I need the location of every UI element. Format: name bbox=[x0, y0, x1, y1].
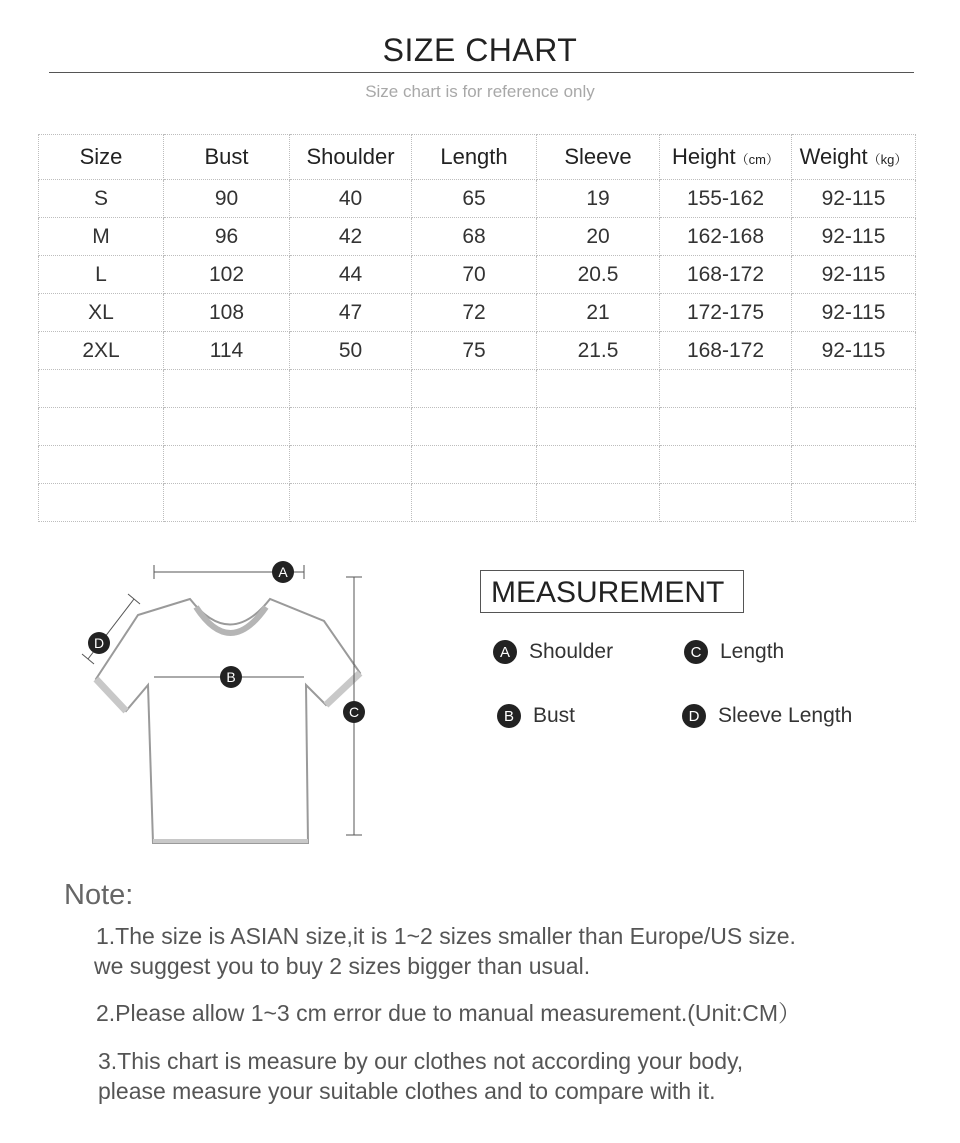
marker-a bbox=[272, 561, 294, 583]
table-cell bbox=[792, 370, 916, 408]
table-cell bbox=[537, 484, 660, 522]
table-row bbox=[39, 408, 916, 446]
table-cell: 50 bbox=[290, 332, 412, 370]
badge-b: B bbox=[497, 704, 521, 728]
table-cell bbox=[412, 408, 537, 446]
legend-item-bust bbox=[497, 704, 575, 728]
table-cell: 168-172 bbox=[660, 256, 792, 294]
note-2: 2.Please allow 1~3 cm error due to manual measurement.(Unit:CM） bbox=[96, 1000, 801, 1026]
note-1 bbox=[96, 921, 796, 981]
table-row bbox=[39, 218, 916, 256]
legend-label-sleeve-length: Sleeve Length bbox=[718, 704, 853, 727]
size-table bbox=[38, 134, 916, 522]
header-length: Length bbox=[412, 135, 537, 180]
legend-item-shoulder bbox=[493, 640, 613, 664]
table-row bbox=[39, 180, 916, 218]
table-row bbox=[39, 294, 916, 332]
legend-item-length bbox=[684, 640, 784, 664]
svg-text:C: C bbox=[348, 704, 360, 720]
table-cell bbox=[792, 484, 916, 522]
page-title: SIZE CHART bbox=[382, 32, 578, 68]
table-cell: 72 bbox=[412, 294, 537, 332]
header-sleeve: Sleeve bbox=[537, 135, 660, 180]
table-cell bbox=[39, 408, 164, 446]
legend-label-bust: Bust bbox=[533, 704, 576, 727]
table-cell: 68 bbox=[412, 218, 537, 256]
table-cell: 92-115 bbox=[792, 294, 916, 332]
table-cell bbox=[660, 446, 792, 484]
table-cell bbox=[792, 408, 916, 446]
table-cell bbox=[290, 446, 412, 484]
table-cell: 21.5 bbox=[537, 332, 660, 370]
badge-d: D bbox=[682, 704, 706, 728]
table-cell bbox=[660, 370, 792, 408]
legend-label-length: Length bbox=[720, 640, 785, 663]
svg-text:D: D bbox=[93, 635, 105, 651]
page-subtitle: Size chart is for reference only bbox=[365, 82, 595, 101]
table-cell: 65 bbox=[412, 180, 537, 218]
table-cell bbox=[290, 408, 412, 446]
table-cell: 168-172 bbox=[660, 332, 792, 370]
marker-b bbox=[220, 666, 242, 688]
table-cell: 96 bbox=[164, 218, 290, 256]
table-cell bbox=[412, 484, 537, 522]
height-unit: （cm） bbox=[735, 152, 779, 167]
table-cell bbox=[39, 370, 164, 408]
table-cell: 92-115 bbox=[792, 180, 916, 218]
table-header-row bbox=[39, 135, 916, 180]
table-cell: 47 bbox=[290, 294, 412, 332]
header-height: Height（cm） bbox=[660, 135, 792, 180]
table-cell: XL bbox=[39, 294, 164, 332]
table-cell bbox=[412, 370, 537, 408]
header-weight: Weight（kg） bbox=[792, 135, 916, 180]
table-cell: M bbox=[39, 218, 164, 256]
badge-c: C bbox=[684, 640, 708, 664]
table-cell: 92-115 bbox=[792, 218, 916, 256]
table-cell bbox=[537, 408, 660, 446]
measurement-title: MEASUREMENT bbox=[480, 570, 744, 613]
table-cell bbox=[39, 484, 164, 522]
legend-label-shoulder: Shoulder bbox=[529, 640, 614, 663]
table-cell: 172-175 bbox=[660, 294, 792, 332]
note-heading: Note: bbox=[64, 879, 134, 911]
header-size: Size bbox=[39, 135, 164, 180]
header-bust: Bust bbox=[164, 135, 290, 180]
table-cell: 2XL bbox=[39, 332, 164, 370]
table-cell: 75 bbox=[412, 332, 537, 370]
table-cell bbox=[537, 370, 660, 408]
table-cell bbox=[164, 370, 290, 408]
marker-d bbox=[88, 632, 110, 654]
table-cell bbox=[660, 484, 792, 522]
badge-a: A bbox=[493, 640, 517, 664]
table-row bbox=[39, 370, 916, 408]
table-cell: 108 bbox=[164, 294, 290, 332]
note-3-line-1: 3.This chart is measure by our clothes not according your body, bbox=[98, 1048, 744, 1074]
table-cell bbox=[164, 408, 290, 446]
table-row bbox=[39, 484, 916, 522]
table-row bbox=[39, 446, 916, 484]
tshirt-diagram bbox=[78, 555, 378, 855]
table-cell: 42 bbox=[290, 218, 412, 256]
table-cell: 19 bbox=[537, 180, 660, 218]
svg-text:B: B bbox=[226, 669, 236, 685]
table-cell: 44 bbox=[290, 256, 412, 294]
svg-text:A: A bbox=[278, 564, 288, 580]
note-1-line-2: we suggest you to buy 2 sizes bigger than usual. bbox=[94, 953, 591, 979]
table-row bbox=[39, 256, 916, 294]
weight-unit: （kg） bbox=[867, 152, 908, 167]
table-cell: 21 bbox=[537, 294, 660, 332]
table-cell: 90 bbox=[164, 180, 290, 218]
table-cell: 155-162 bbox=[660, 180, 792, 218]
table-row bbox=[39, 332, 916, 370]
table-cell bbox=[792, 446, 916, 484]
table-cell: 162-168 bbox=[660, 218, 792, 256]
header-shoulder: Shoulder bbox=[290, 135, 412, 180]
title-divider bbox=[49, 72, 914, 73]
note-3 bbox=[98, 1046, 743, 1106]
table-cell: 70 bbox=[412, 256, 537, 294]
table-cell bbox=[164, 446, 290, 484]
table-cell: 92-115 bbox=[792, 332, 916, 370]
note-3-line-2: please measure your suitable clothes and to compare with it. bbox=[98, 1078, 716, 1104]
table-cell bbox=[164, 484, 290, 522]
table-cell bbox=[412, 446, 537, 484]
table-cell: 40 bbox=[290, 180, 412, 218]
table-cell: 102 bbox=[164, 256, 290, 294]
table-cell: L bbox=[39, 256, 164, 294]
table-cell bbox=[290, 484, 412, 522]
table-cell: 92-115 bbox=[792, 256, 916, 294]
legend-item-sleeve-length bbox=[682, 704, 852, 728]
marker-c bbox=[343, 701, 365, 723]
table-cell: 20.5 bbox=[537, 256, 660, 294]
table-cell bbox=[660, 408, 792, 446]
table-cell bbox=[290, 370, 412, 408]
note-1-line-1: 1.The size is ASIAN size,it is 1~2 sizes smaller than Europe/US size. bbox=[96, 923, 796, 949]
table-cell: S bbox=[39, 180, 164, 218]
table-cell: 20 bbox=[537, 218, 660, 256]
table-cell: 114 bbox=[164, 332, 290, 370]
table-cell bbox=[537, 446, 660, 484]
table-cell bbox=[39, 446, 164, 484]
